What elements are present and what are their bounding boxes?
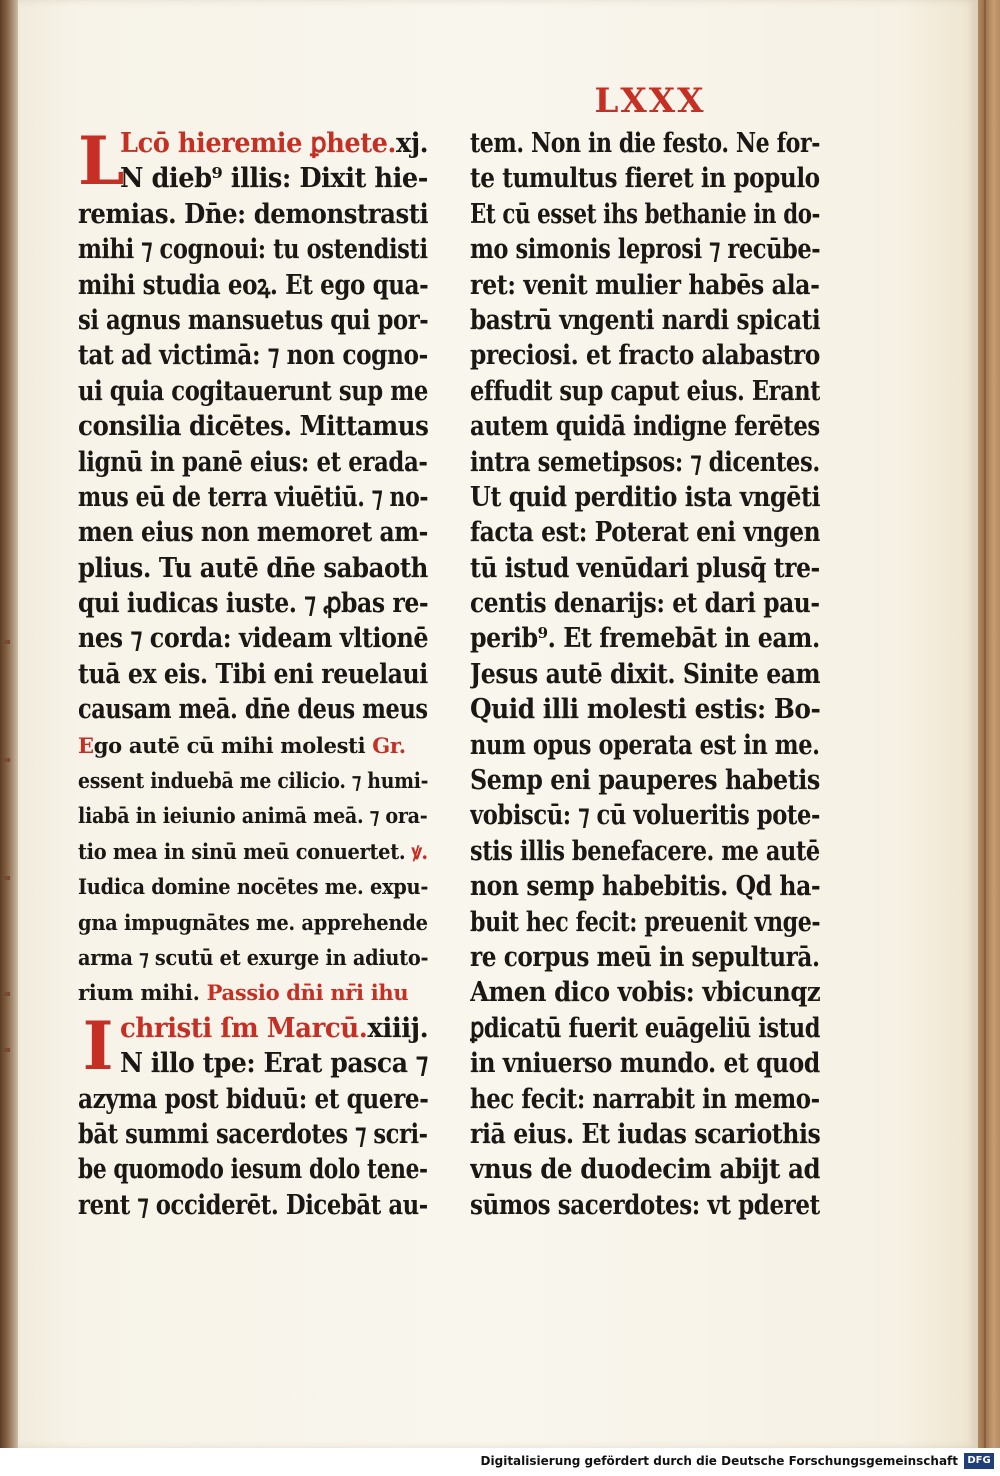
text-line [78,1188,428,1223]
line-text: go autē cū mihi molesti [93,732,373,758]
facing-page-marks [4,640,14,1060]
rubric-text: Gr. [372,732,406,758]
line-text: autem quidā indigne ferētes [470,411,820,443]
line-text: essent induebā me cilicio. ⁊ humi- [78,768,428,794]
text-line [470,480,820,515]
left-text-column [78,126,428,1223]
right-text-column [470,126,820,1223]
line-text: ui quia cogitauerunt sup me [78,375,428,407]
line-text: consilia dicētes. Mittamus [78,411,429,443]
text-line [470,905,820,940]
line-text: vnus de duodecim abijt ad [470,1154,820,1186]
book-spine [0,0,20,1448]
line-text: tat ad victimā: ⁊ non cogno- [78,340,428,372]
text-line [470,445,820,480]
text-line [78,303,428,338]
initial-block [78,1011,428,1082]
line-text: Semp eni pauperes habetis [470,765,820,797]
line-text: mo simonis leprosi ⁊ recūbe- [470,234,820,266]
text-line [120,126,428,161]
line-text: hec fecit: narrabit in memo- [470,1083,820,1115]
line-text: num opus operata est in me. [470,729,820,761]
line-text: mus eū de terra viuētiū. ⁊ no- [78,481,429,513]
line-text: stis illis benefacere. me autē [470,835,820,867]
text-line [78,480,428,515]
line-text: rium mihi. [78,980,207,1006]
text-line [78,1152,428,1187]
line-text: tū istud venūdari plusq̄ tre- [470,552,820,584]
line-text: be quomodo iesum dolo tene- [78,1154,428,1186]
line-text: causam meā. dn̄e deus meus [78,694,428,726]
line-text: Jesus autē dixit. Sinite eam [470,658,820,690]
line-text: preciosi. et fracto alabastro [470,340,820,372]
text-line [470,161,820,196]
initial-lines [120,1011,428,1082]
line-text: facta est: Poterat eni vngen [470,517,820,549]
text-line [120,161,428,196]
text-line [78,551,428,586]
text-line [470,1046,820,1081]
folio-number: LXXX [594,81,706,121]
text-line [470,197,820,232]
text-line [78,374,428,409]
text-line [470,657,820,692]
dfg-logo: DFG [964,1453,994,1469]
line-text: mihi ⁊ cognoui: tu ostendisti [78,234,428,266]
text-line [78,728,428,763]
text-line [78,905,428,940]
text-line [470,126,820,161]
text-line [470,338,820,373]
line-text: Et cū esset ihs bethanie in do- [470,198,820,230]
text-line [78,692,428,727]
text-line [78,338,428,373]
text-line [470,586,820,621]
text-line [470,1117,820,1152]
text-line [78,232,428,267]
text-line [78,1082,428,1117]
line-text: mihi studia eoꝝ. Et ego qua- [78,269,429,301]
line-text: plius. Tu autē dn̄e sabaoth [78,552,428,584]
line-text: lignū in panē eius: et erada- [78,446,428,478]
line-text: Quid illi molesti estis: Bo- [470,694,821,726]
text-line [470,798,820,833]
line-text: Iudica domine nocētes me. expu- [78,874,428,900]
line-text: bastrū vngenti nardi spicati [470,304,821,336]
line-text: si agnus mansuetus qui por- [78,304,428,336]
line-text: tem. Non in die festo. Ne for- [470,128,820,159]
text-line [470,409,820,444]
text-line [120,1011,428,1046]
text-line [470,1011,820,1046]
text-line [470,869,820,904]
line-text: riā eius. Et iudas scariothis [470,1118,820,1150]
text-line [470,374,820,409]
text-line [470,728,820,763]
text-line [78,445,428,480]
text-line [470,1152,820,1187]
initial-lines [120,126,428,197]
line-text: effudit sup caput eius. Erant [470,375,820,407]
text-line [470,551,820,586]
line-text: sūmos sacerdotes: vt pderet [470,1189,820,1221]
text-line [470,515,820,550]
line-text: non semp habebitis. Qd ha- [470,871,821,903]
line-text: arma ⁊ scutū et exurge in adiuto- [78,944,428,970]
text-line [78,798,428,833]
line-text: remias. Dn̄e: demonstrasti [78,198,428,230]
line-text: perib⁹. Et fremebāt in eam. [470,623,820,655]
text-line [78,834,428,869]
line-text: xj. [395,128,428,159]
text-line [78,197,428,232]
line-text: ꝑdicatū fuerit euāgeliū istud [470,1012,820,1044]
line-text: re corpus meū in sepulturā. [470,941,820,973]
text-line [470,232,820,267]
line-text: nes ⁊ corda: videam vltionē [78,623,429,655]
decorated-initial: L [78,126,125,197]
text-line [120,1046,428,1081]
line-text: te tumultus fieret in populo [470,163,820,195]
line-text: Amen dico vobis: vbicunqz [470,977,820,1009]
line-text: in vniuerso mundo. et quod [470,1048,820,1080]
text-line [470,834,820,869]
line-text: men eius non memoret am- [78,517,428,549]
line-text: tio mea in sinū meū conuertet. [78,838,412,864]
line-text: N illo tpe: Erat pasca ⁊ [120,1048,428,1080]
line-text: N dieb⁹ illis: Dixit hie- [120,163,428,195]
decorated-initial: I [82,1010,114,1082]
text-line [78,763,428,798]
text-line [78,268,428,303]
text-line [470,1082,820,1117]
text-line [470,692,820,727]
rubric-text: ꝟ. [411,838,428,864]
page-edge [978,0,1000,1448]
digitization-footer [0,1448,1000,1476]
text-line [78,940,428,975]
text-line [470,621,820,656]
text-line [470,763,820,798]
text-line [470,268,820,303]
line-text: liabā in ieiunio animā meā. ⁊ ora- [78,803,428,829]
line-text: tuā ex eis. Tibi eni reuelaui [78,658,428,690]
rubric-text: Lcō hieremie ꝑhete. [120,128,396,159]
footer-credit: Digitalisierung gefördert durch die Deutsche Forschungsgemeinschaft [480,1454,958,1468]
text-line [470,975,820,1010]
text-line [78,621,428,656]
line-text: Ut quid perditio ista vngēti [470,481,821,513]
text-line [470,940,820,975]
text-line [78,586,428,621]
rubric-text: christi ſm Marcū. [120,1012,368,1044]
line-text: buit hec fecit: preuenit vnge- [470,906,821,938]
text-line [78,409,428,444]
line-text: rent ⁊ occiderēt. Dicebāt au- [78,1189,428,1221]
line-text: vobiscū: ⁊ cū volueritis pote- [470,800,820,832]
text-line [78,657,428,692]
line-text: intra semetipsos: ⁊ dicentes. [470,446,820,478]
rubric-text: E [78,732,94,758]
text-line [78,1117,428,1152]
text-line [78,869,428,904]
line-text: centis denarijs: et dari pau- [470,588,820,620]
line-text: azyma post biduū: et quere- [78,1083,429,1115]
text-line [470,1188,820,1223]
line-text: gna impugnātes me. apprehende [78,909,428,935]
text-line [470,303,820,338]
line-text: ret: venit mulier habēs ala- [470,269,820,301]
text-line [78,515,428,550]
rubric-text: Passio dn̄i nr̄i ihu [206,980,409,1006]
line-text: qui iudicas iuste. ⁊ ꝓbas re- [78,588,429,620]
line-text: xiiij. [367,1012,428,1044]
line-text: bāt summi sacerdotes ⁊ scri- [78,1118,428,1150]
initial-block [78,126,428,197]
text-line [78,975,428,1010]
